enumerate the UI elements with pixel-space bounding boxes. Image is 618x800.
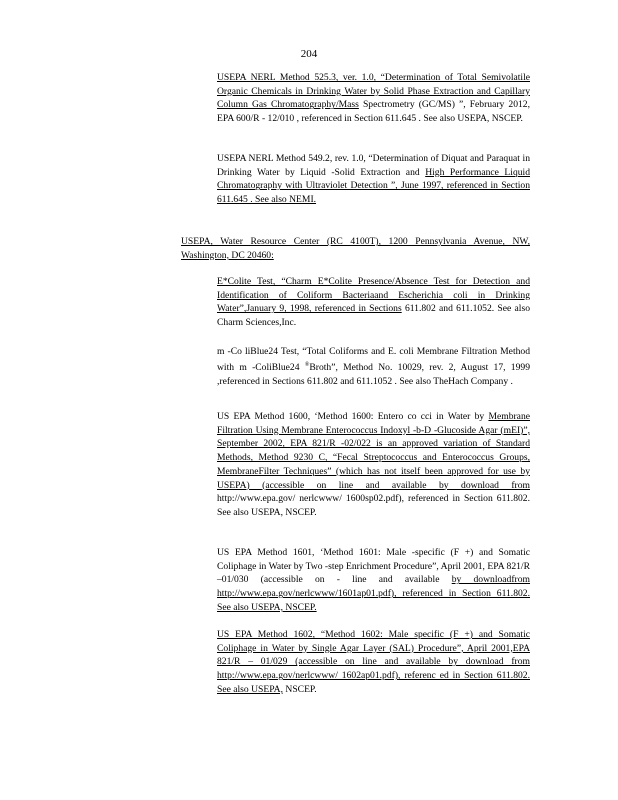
- struck-text-run: US EPA Method 1602, “Method 1602: Male specific (F +) and Somatic Coliphage in Water by Single Agar Layer (SAL) Procedure”, April 2001,EPA 821/R – 01/029 (accessible on line and available by download from http://www.epa.gov/nerlcwww/ 1602ap01.pdf), referenc ed in Section 611.802. See also USEPA,: [217, 629, 530, 695]
- text-run: Broth”, Method No. 10029, rev. 2, August 17, 1999 ,referenced in Sections 611.802 and 611.1052 . See also TheHach Company .: [217, 361, 530, 387]
- reference-entry: [217, 546, 530, 615]
- struck-text-run: Membrane Filtration Using Membrane Enterococcus Indoxyl -b-D -Glucoside Agar (mEI)”, September 2002, EPA 821/R -02/022 is an approved variation of Standard Methods, Method 9230 C, “Fecal Streptococcus and Enterococcus Groups, MembraneFilter Techniques” (which has not itself been approved for use by USEPA) (accessible on line and available by download from: [217, 411, 530, 491]
- text-run: http://www.epa.gov/ nerlcwww/ 1600sp02.pdf), referenced in Section 611.802. See also USEPA, NSCEP.: [217, 493, 530, 518]
- struck-text-run: E*Colite Test, “Charm E*Colite Presence/Absence Test for Detection and Identification of Coliform Bacteriaand Escherichia coli in Drinking Water”,January 9, 1998, referenced in Sections: [217, 276, 530, 315]
- text-run: NSCEP.: [283, 683, 317, 695]
- page-number: 204: [300, 48, 318, 60]
- reference-entry: [217, 410, 530, 520]
- struck-text-run: USEPA, Water Resource Center (RC 4100T), 1200 Pennsylvania Avenue, NW, Washington, DC 20460:: [181, 236, 530, 261]
- text-run: m -Co liBlue24 Test, “Total Coliforms and E. coli Membrane Filtration Method with m -ColiBlue24: [217, 346, 530, 373]
- text-run: ®: [304, 361, 310, 368]
- text-run: US EPA Method 1600, ‘Method 1600: Entero co cci in Water by: [217, 411, 489, 422]
- reference-entry: [217, 275, 530, 330]
- text-run: 611.802 and 611.1052. See also Charm Sciences,Inc.: [217, 303, 530, 329]
- reference-entry: [217, 152, 530, 207]
- struck-text-run: by downloadfrom http://www.epa.gov/nerlcwww/1601ap01.pdf), referenced in Section 611.802. See also USEPA, NSCEP.: [217, 574, 530, 613]
- reference-group-heading: [181, 235, 530, 262]
- struck-text-run: USEPA NERL Method 525.3, ver. 1.0, “Determination of Total Semivolatile Organic Chemicals in Drinking Water by Solid Phase Extraction and Capillary Column Gas Chromatography/Mass: [217, 72, 530, 111]
- reference-entry: [217, 628, 530, 697]
- reference-entry: [217, 71, 530, 126]
- struck-text-run: High Performance Liquid Chromatography with Ultraviolet Detection ”, June 1997, referenced in Section 611.645 . See also NEMI.: [217, 166, 530, 206]
- text-run: USEPA NERL Method 549.2, rev. 1.0, “Determination of Diquat and Paraquat in Drinking Water by Liquid -Solid Extraction and: [217, 153, 530, 178]
- reference-entry: [217, 345, 530, 388]
- text-run: Spectrometry (GC/MS) ”, February 2012, EPA 600/R - 12/010 , referenced in Section 611.645 . See also USEPA, NSCEP.: [217, 99, 530, 125]
- text-run: US EPA Method 1601, ‘Method 1601: Male -specific (F +) and Somatic Coliphage in Water by Two -step Enrichment Procedure”, April 2001, EPA 821/R –01/030 (accessible on - line and available: [217, 547, 530, 586]
